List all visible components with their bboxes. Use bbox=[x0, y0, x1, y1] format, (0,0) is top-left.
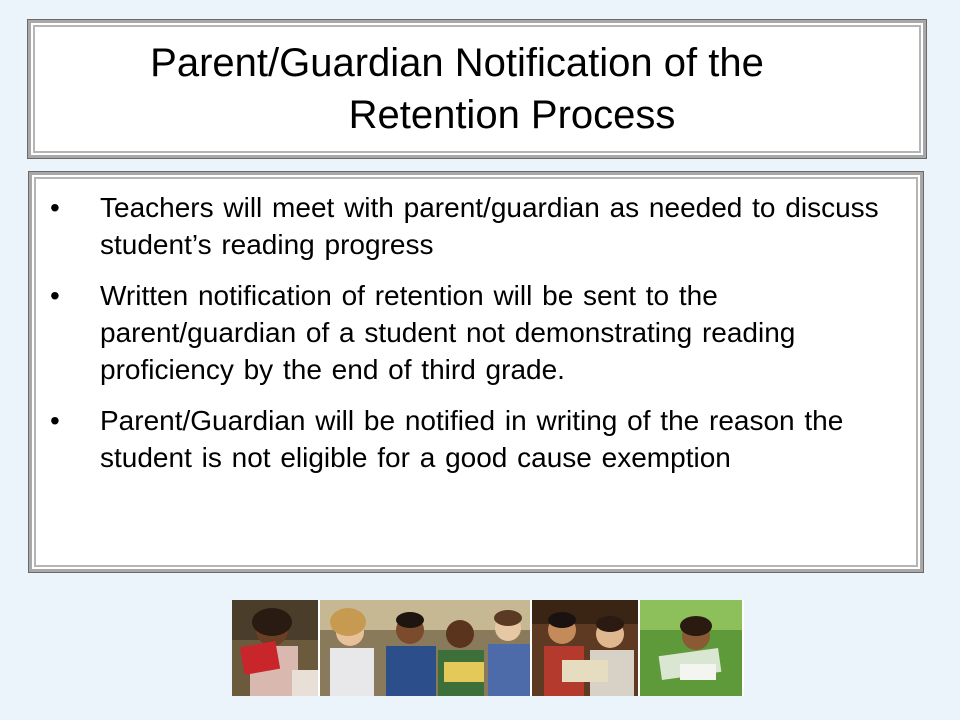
title-line-2: Retention Process bbox=[348, 93, 676, 137]
bullet-text: Teachers will meet with parent/guardian as needed to discuss student’s reading progress bbox=[100, 192, 879, 260]
bullet-item bbox=[44, 402, 914, 476]
slide-title bbox=[31, 37, 923, 141]
child-reading-photo bbox=[232, 600, 318, 696]
content-frame bbox=[29, 172, 923, 572]
bullet-marker: • bbox=[50, 280, 60, 311]
bullet-text: Parent/Guardian will be notified in writing of the reason the student is not eligible for a good cause exemption bbox=[100, 405, 844, 473]
group-of-students-photo bbox=[320, 600, 530, 696]
boys-reading-photo bbox=[532, 600, 638, 696]
bullet-marker: • bbox=[50, 192, 60, 223]
bullet-list bbox=[44, 189, 914, 490]
title-line-1: Parent/Guardian Notification of the bbox=[150, 41, 764, 85]
bullet-text: Written notification of retention will be sent to the parent/guardian of a student not demonstrating reading proficiency by the end of third grade. bbox=[100, 280, 796, 385]
bullet-item bbox=[44, 277, 914, 388]
girl-reading-on-grass-photo bbox=[640, 600, 742, 696]
bullet-item bbox=[44, 189, 914, 263]
photo-strip bbox=[232, 600, 744, 696]
bullet-marker: • bbox=[50, 405, 60, 436]
title-frame bbox=[28, 20, 926, 158]
